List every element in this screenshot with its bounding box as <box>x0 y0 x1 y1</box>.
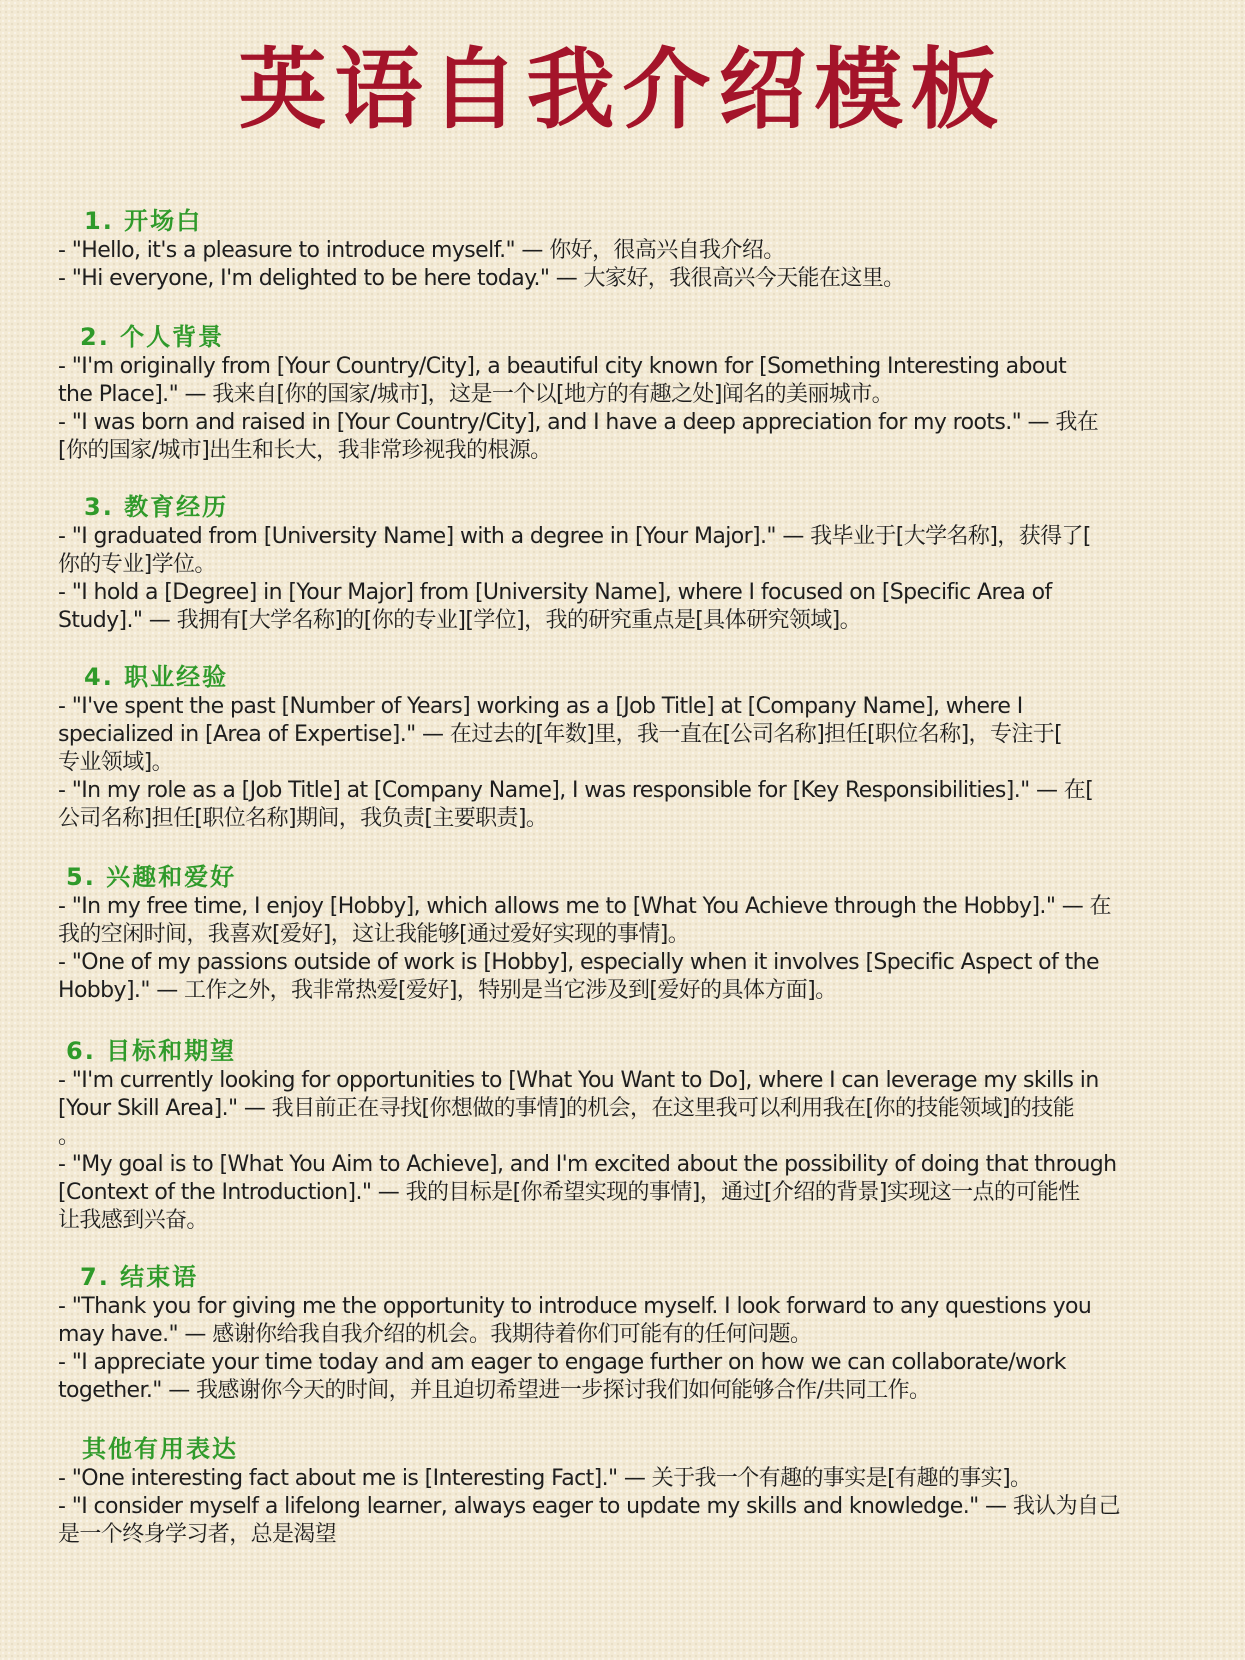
section-other-expressions <box>58 1433 1188 1549</box>
section-heading: 7. 结束语 <box>80 1263 199 1291</box>
example-line: - "I hold a [Degree] in [Your Major] from [University Name], where I focused on [Specific Area of <box>58 580 1052 605</box>
example-line: specialized in [Area of Expertise]." — 在过去的[年数]里，我一直在[公司名称]担任[职位名称]，专注于[ <box>58 722 1063 747</box>
section-heading: 3. 教育经历 <box>84 493 229 521</box>
example-line: - "My goal is to [What You Aim to Achieve], and I'm excited about the possibility of doing that through <box>58 1152 1117 1177</box>
example-line: [Context of the Introduction]." — 我的目标是[你希望实现的事情]，通过[介绍的背景]实现这一点的可能性 <box>58 1180 1080 1205</box>
example-line: - "Hi everyone, I'm delighted to be here today." — 大家好，我很高兴今天能在这里。 <box>58 266 905 291</box>
section-personal-background <box>58 321 1188 465</box>
example-line: - "I'm currently looking for opportunities to [What You Want to Do], where I can leverage my skills in <box>58 1068 1099 1093</box>
section-closing <box>58 1261 1188 1405</box>
example-line: - "One interesting fact about me is [Interesting Fact]." — 关于我一个有趣的事实是[有趣的事实]。 <box>58 1466 1032 1491</box>
example-line: 让我感到兴奋。 <box>58 1208 208 1233</box>
example-line: [你的国家/城市]出生和长大，我非常珍视我的根源。 <box>58 438 552 463</box>
section-hobbies <box>58 861 1188 1005</box>
section-heading: 2. 个人背景 <box>80 323 225 351</box>
example-line: 。 <box>58 1124 80 1149</box>
example-line: the Place]." — 我来自[你的国家/城市]，这是一个以[地方的有趣之处]闻名的美丽城市。 <box>58 382 894 407</box>
section-goals <box>58 1035 1188 1235</box>
section-work-experience <box>58 661 1188 833</box>
section-heading: 其他有用表达 <box>82 1435 238 1463</box>
example-line: 公司名称]担任[职位名称]期间，我负责[主要职责]。 <box>58 806 548 831</box>
example-line: 是一个终身学习者，总是渴望 <box>58 1522 337 1547</box>
example-line: - "In my role as a [Job Title] at [Company Name], I was responsible for [Key Responsibilities]." — 在[ <box>58 778 1094 803</box>
example-line: together." — 我感谢你今天的时间，并且迫切希望进一步探讨我们如何能够合作/共同工作。 <box>58 1378 931 1403</box>
example-line: - "Thank you for giving me the opportunity to introduce myself. I look forward to any questions you <box>58 1294 1092 1319</box>
section-heading: 4. 职业经验 <box>84 663 229 691</box>
section-opening <box>58 205 1188 293</box>
example-line: - "Hello, it's a pleasure to introduce myself." — 你好，很高兴自我介绍。 <box>58 238 785 263</box>
example-line: - "One of my passions outside of work is [Hobby], especially when it involves [Specific Aspect of the <box>58 950 1099 975</box>
example-line: 我的空闲时间，我喜欢[爱好]，这让我能够[通过爱好实现的事情]。 <box>58 922 690 947</box>
example-line: - "I graduated from [University Name] with a degree in [Your Major]." — 我毕业于[大学名称]，获得了[ <box>58 524 1091 549</box>
example-line: - "In my free time, I enjoy [Hobby], which allows me to [What You Achieve through the Hobby]." — 在 <box>58 894 1111 919</box>
template-content <box>58 205 1188 1549</box>
section-heading: 1. 开场白 <box>84 207 203 235</box>
example-line: 专业领域]。 <box>58 750 173 775</box>
example-line: - "I've spent the past [Number of Years] working as a [Job Title] at [Company Name], where I <box>58 694 1023 719</box>
example-line: may have." — 感谢你给我自我介绍的机会。我期待着你们可能有的任何问题。 <box>58 1322 812 1347</box>
example-line: - "I'm originally from [Your Country/City], a beautiful city known for [Something Interesting about <box>58 354 1067 379</box>
section-education <box>58 491 1188 635</box>
example-line: - "I was born and raised in [Your Country/City], and I have a deep appreciation for my roots." — 我在 <box>58 410 1099 435</box>
section-heading: 6. 目标和期望 <box>66 1037 237 1065</box>
example-line: - "I consider myself a lifelong learner, always eager to update my skills and knowledge." — 我认为自己 <box>58 1494 1120 1519</box>
page-title: 英语自我介绍模板 <box>238 38 1007 141</box>
example-line: [Your Skill Area]." — 我目前正在寻找[你想做的事情]的机会，在这里我可以利用我在[你的技能领域]的技能 <box>58 1096 1075 1121</box>
example-line: - "I appreciate your time today and am eager to engage further on how we can collaborate/work <box>58 1350 1066 1375</box>
example-line: 你的专业]学位。 <box>58 552 216 577</box>
section-heading: 5. 兴趣和爱好 <box>66 863 237 891</box>
example-line: Hobby]." — 工作之外，我非常热爱[爱好]，特别是当它涉及到[爱好的具体方面]。 <box>58 978 837 1003</box>
example-line: Study]." — 我拥有[大学名称]的[你的专业][学位]，我的研究重点是[具体研究领域]。 <box>58 608 862 633</box>
